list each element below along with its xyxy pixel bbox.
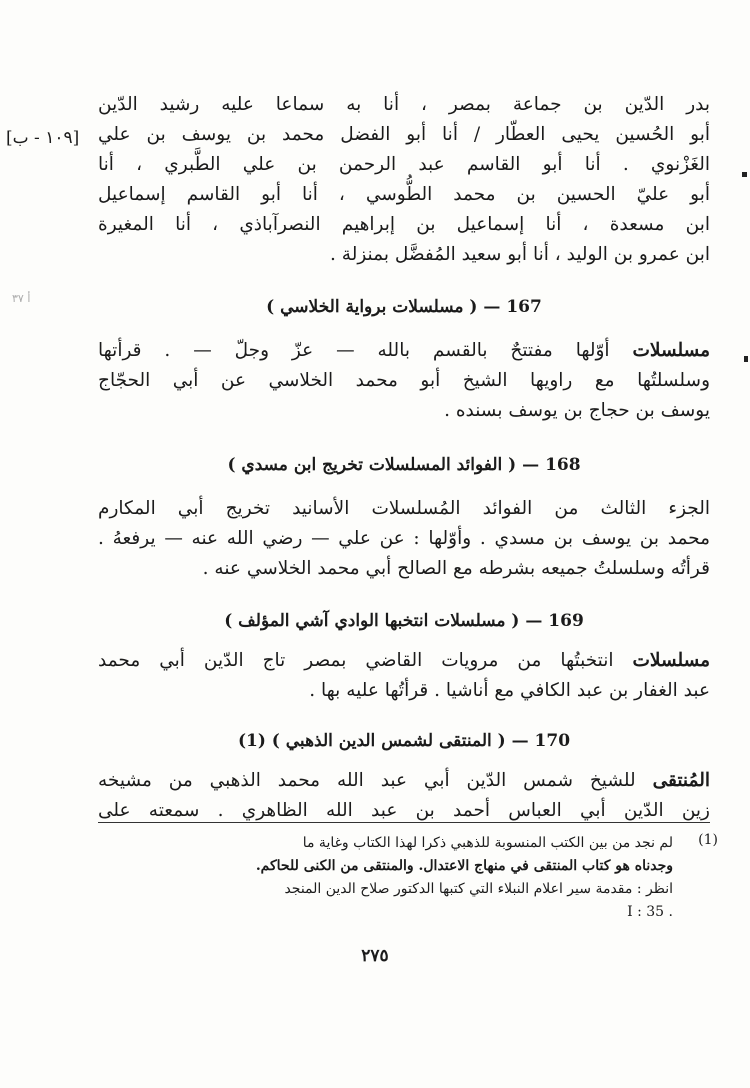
margin-speck [742, 172, 747, 177]
margin-faint-note: أ ٣٧ [12, 292, 31, 305]
text-line: أوّلها مفتتحٌ بالقسم بالله — عزّ وجلّ — . قرأتها [98, 340, 610, 361]
margin-folio-reference: [١٠٩ - ب] [6, 128, 80, 148]
section-paragraph [98, 646, 710, 706]
text-line: ابن عمرو بن الوليد ، أنا أبو سعيد المُفضَّل بمنزلة . [330, 244, 710, 265]
text-line: للشيخ شمس الدّين أبي عبد الله محمد الذهبي من مشيخه [98, 770, 636, 791]
section-paragraph [98, 336, 710, 426]
page-body [98, 90, 710, 826]
text-line: وسلسلتُها مع راويها الشيخ أبو محمد الخلاسي عن أبي الحجّاج [98, 370, 710, 391]
text-line: يوسف بن حجاج بن يوسف بسنده . [444, 400, 710, 421]
footnote-marker: (1) [698, 832, 718, 848]
text-line: بدر الدّين بن جماعة بمصر ، أنا به سماعا عليه رشيد الدّين [98, 94, 710, 115]
footnote-line: . 35 : I [627, 904, 673, 920]
footnote-line: وجدناه هو كتاب المنتقى في منهاج الاعتدال. والمنتقى من الكنى للحاكم. [255, 858, 673, 874]
section-170 [98, 726, 710, 826]
text-line: أبو عليّ الحسين بن محمد الطُّوسي ، أنا أبو القاسم إسماعيل [98, 184, 710, 205]
section-heading: 170 — ( المنتقى لشمس الدين الذهبي ) (1) [237, 731, 571, 751]
text-line: أبو الحُسين يحيى العطّار / أنا أبو الفضل محمد بن يوسف بن علي [98, 124, 710, 145]
footnote-rule [98, 822, 710, 823]
text-line: ابن مسعدة ، أنا إسماعيل بن إبراهيم النصرآباذي ، أنا المغيرة [98, 214, 710, 235]
section-167 [98, 292, 710, 426]
lead-word: مسلسلات [632, 650, 710, 671]
margin-speck [744, 356, 748, 362]
section-paragraph [98, 766, 710, 826]
footnote-line: لم نجد من بين الكتب المنسوبة للذهبي ذكرا لهذا الكتاب وغاية ما [302, 835, 673, 851]
section-heading: 167 — ( مسلسلات برواية الخلاسي ) [266, 297, 542, 317]
lead-word: مسلسلات [632, 340, 710, 361]
text-line: الجزء الثالث من الفوائد المُسلسلات الأسانيد تخريج أبي المكارم [98, 498, 710, 519]
text-line: انتخبتُها من مرويات القاضي بمصر تاج الدّين أبي محمد [98, 650, 614, 671]
page-number: ٢٧٥ [361, 946, 389, 966]
section-heading: 168 — ( الفوائد المسلسلات تخريج ابن مسدي ) [227, 455, 581, 475]
section-169 [98, 606, 710, 706]
lead-word: المُنتقى [652, 770, 710, 791]
section-heading: 169 — ( مسلسلات انتخبها الوادي آشي المؤلف ) [224, 611, 584, 631]
footnote [98, 832, 673, 924]
section-168 [98, 450, 710, 584]
text-line: الغَزْنوي . أنا أبو القاسم عبد الرحمن بن علي الطَّبري ، أنا [98, 154, 710, 175]
text-line: محمد بن يوسف بن مسدي . وأوّلها : عن علي — رضي الله عنه — يرفعهُ . [98, 528, 710, 549]
intro-paragraph [98, 90, 710, 270]
section-paragraph [98, 494, 710, 584]
text-line: زين الدّين أبي العباس أحمد بن عبد الله الظاهري . سمعته على [98, 800, 710, 821]
text-line: عبد الغفار بن عبد الكافي مع أناشيا . قرأتُها عليه بها . [309, 680, 710, 701]
text-line: قرأتُه وسلسلتُ جميعه بشرطه مع الصالح أبي محمد الخلاسي عنه . [202, 558, 710, 579]
footnote-line: انظر : مقدمة سير اعلام النبلاء التي كتبها الدكتور صلاح الدين المنجد [284, 881, 673, 897]
